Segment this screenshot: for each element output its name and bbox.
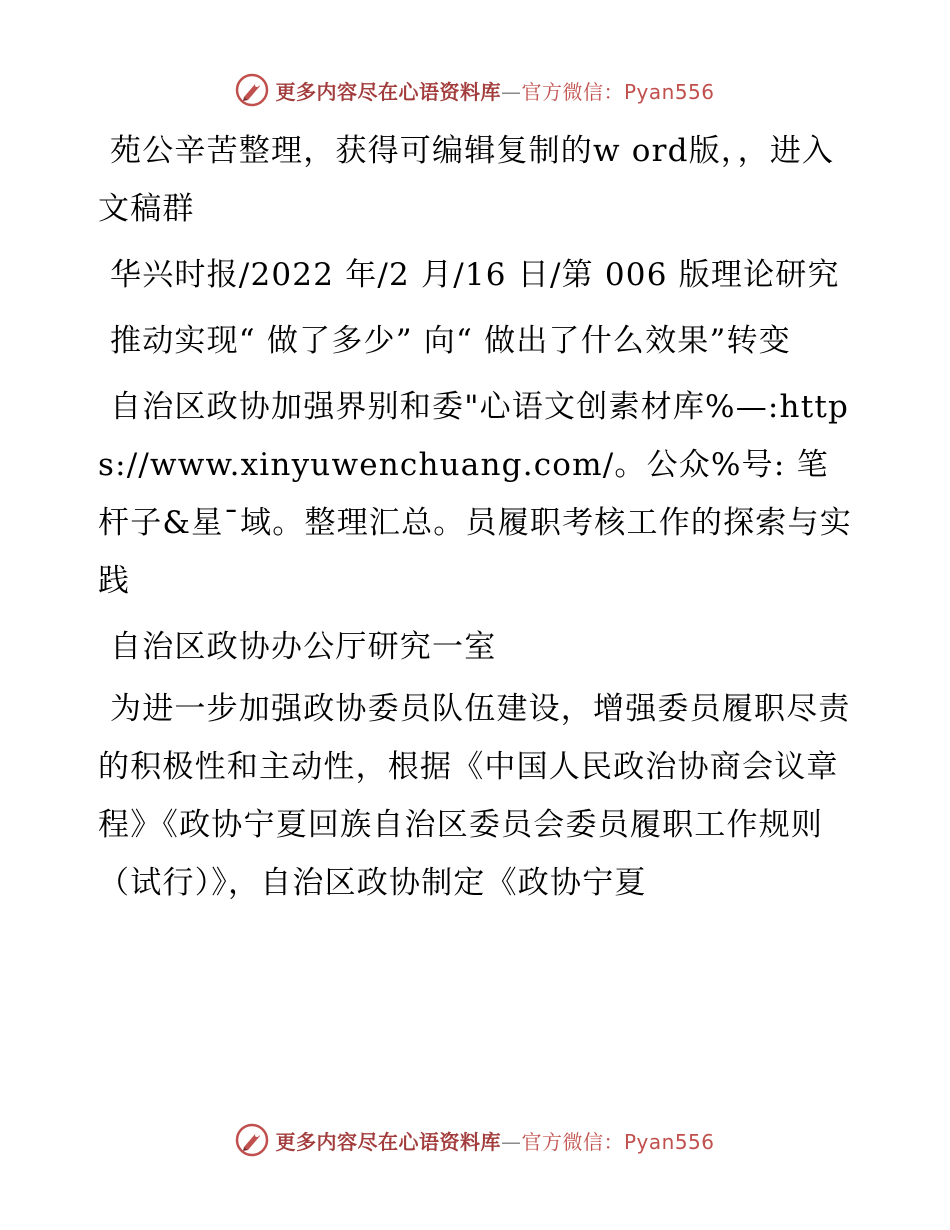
header-banner [0, 68, 950, 112]
header-banner-id: Pyan556 [623, 79, 715, 104]
paragraph-body: 为进一步加强政协委员队伍建设，增强委员履职尽责的积极性和主动性，根据《中国人民政治协商会议章程》《政协宁夏回族自治区委员会委员履职工作规则（试行）》，自治区政协制定《政协宁夏 [98, 691, 851, 901]
footer-banner-suffix: 官方微信： [521, 1129, 624, 1154]
header-banner-separator: — [500, 79, 522, 104]
header-banner-main: 更多内容尽在心语资料库 [275, 79, 501, 104]
header-banner-suffix: 官方微信： [521, 79, 624, 104]
paragraph-subtitle: 自治区政协加强界别和委"心语文创素材库%—:https://www.xinyuwenchuang.com/。公众%号: 笔杆子&星¯域。整理汇总。员履职考核工作的探索与实践 [98, 389, 852, 599]
paragraph-source: 华兴时报/2022 年/2 月/16 日/第 006 版理论研究 [110, 257, 840, 293]
footer-banner-text [275, 1126, 714, 1155]
pen-logo-icon [235, 73, 269, 107]
footer-banner-separator: — [500, 1129, 522, 1154]
footer-banner-main: 更多内容尽在心语资料库 [275, 1129, 501, 1154]
pen-logo-icon [235, 1123, 269, 1157]
document-body [98, 122, 858, 920]
header-banner-text [275, 76, 714, 105]
paragraph-author: 自治区政协办公厅研究一室 [110, 629, 497, 665]
paragraph-title: 推动实现“ 做了多少” 向“ 做出了什么效果”转变 [110, 323, 791, 359]
footer-banner-id: Pyan556 [623, 1129, 715, 1154]
footer-banner [0, 1118, 950, 1162]
paragraph-intro: 苑公辛苦整理，获得可编辑复制的w ord版，，进入文稿群 [98, 133, 835, 227]
